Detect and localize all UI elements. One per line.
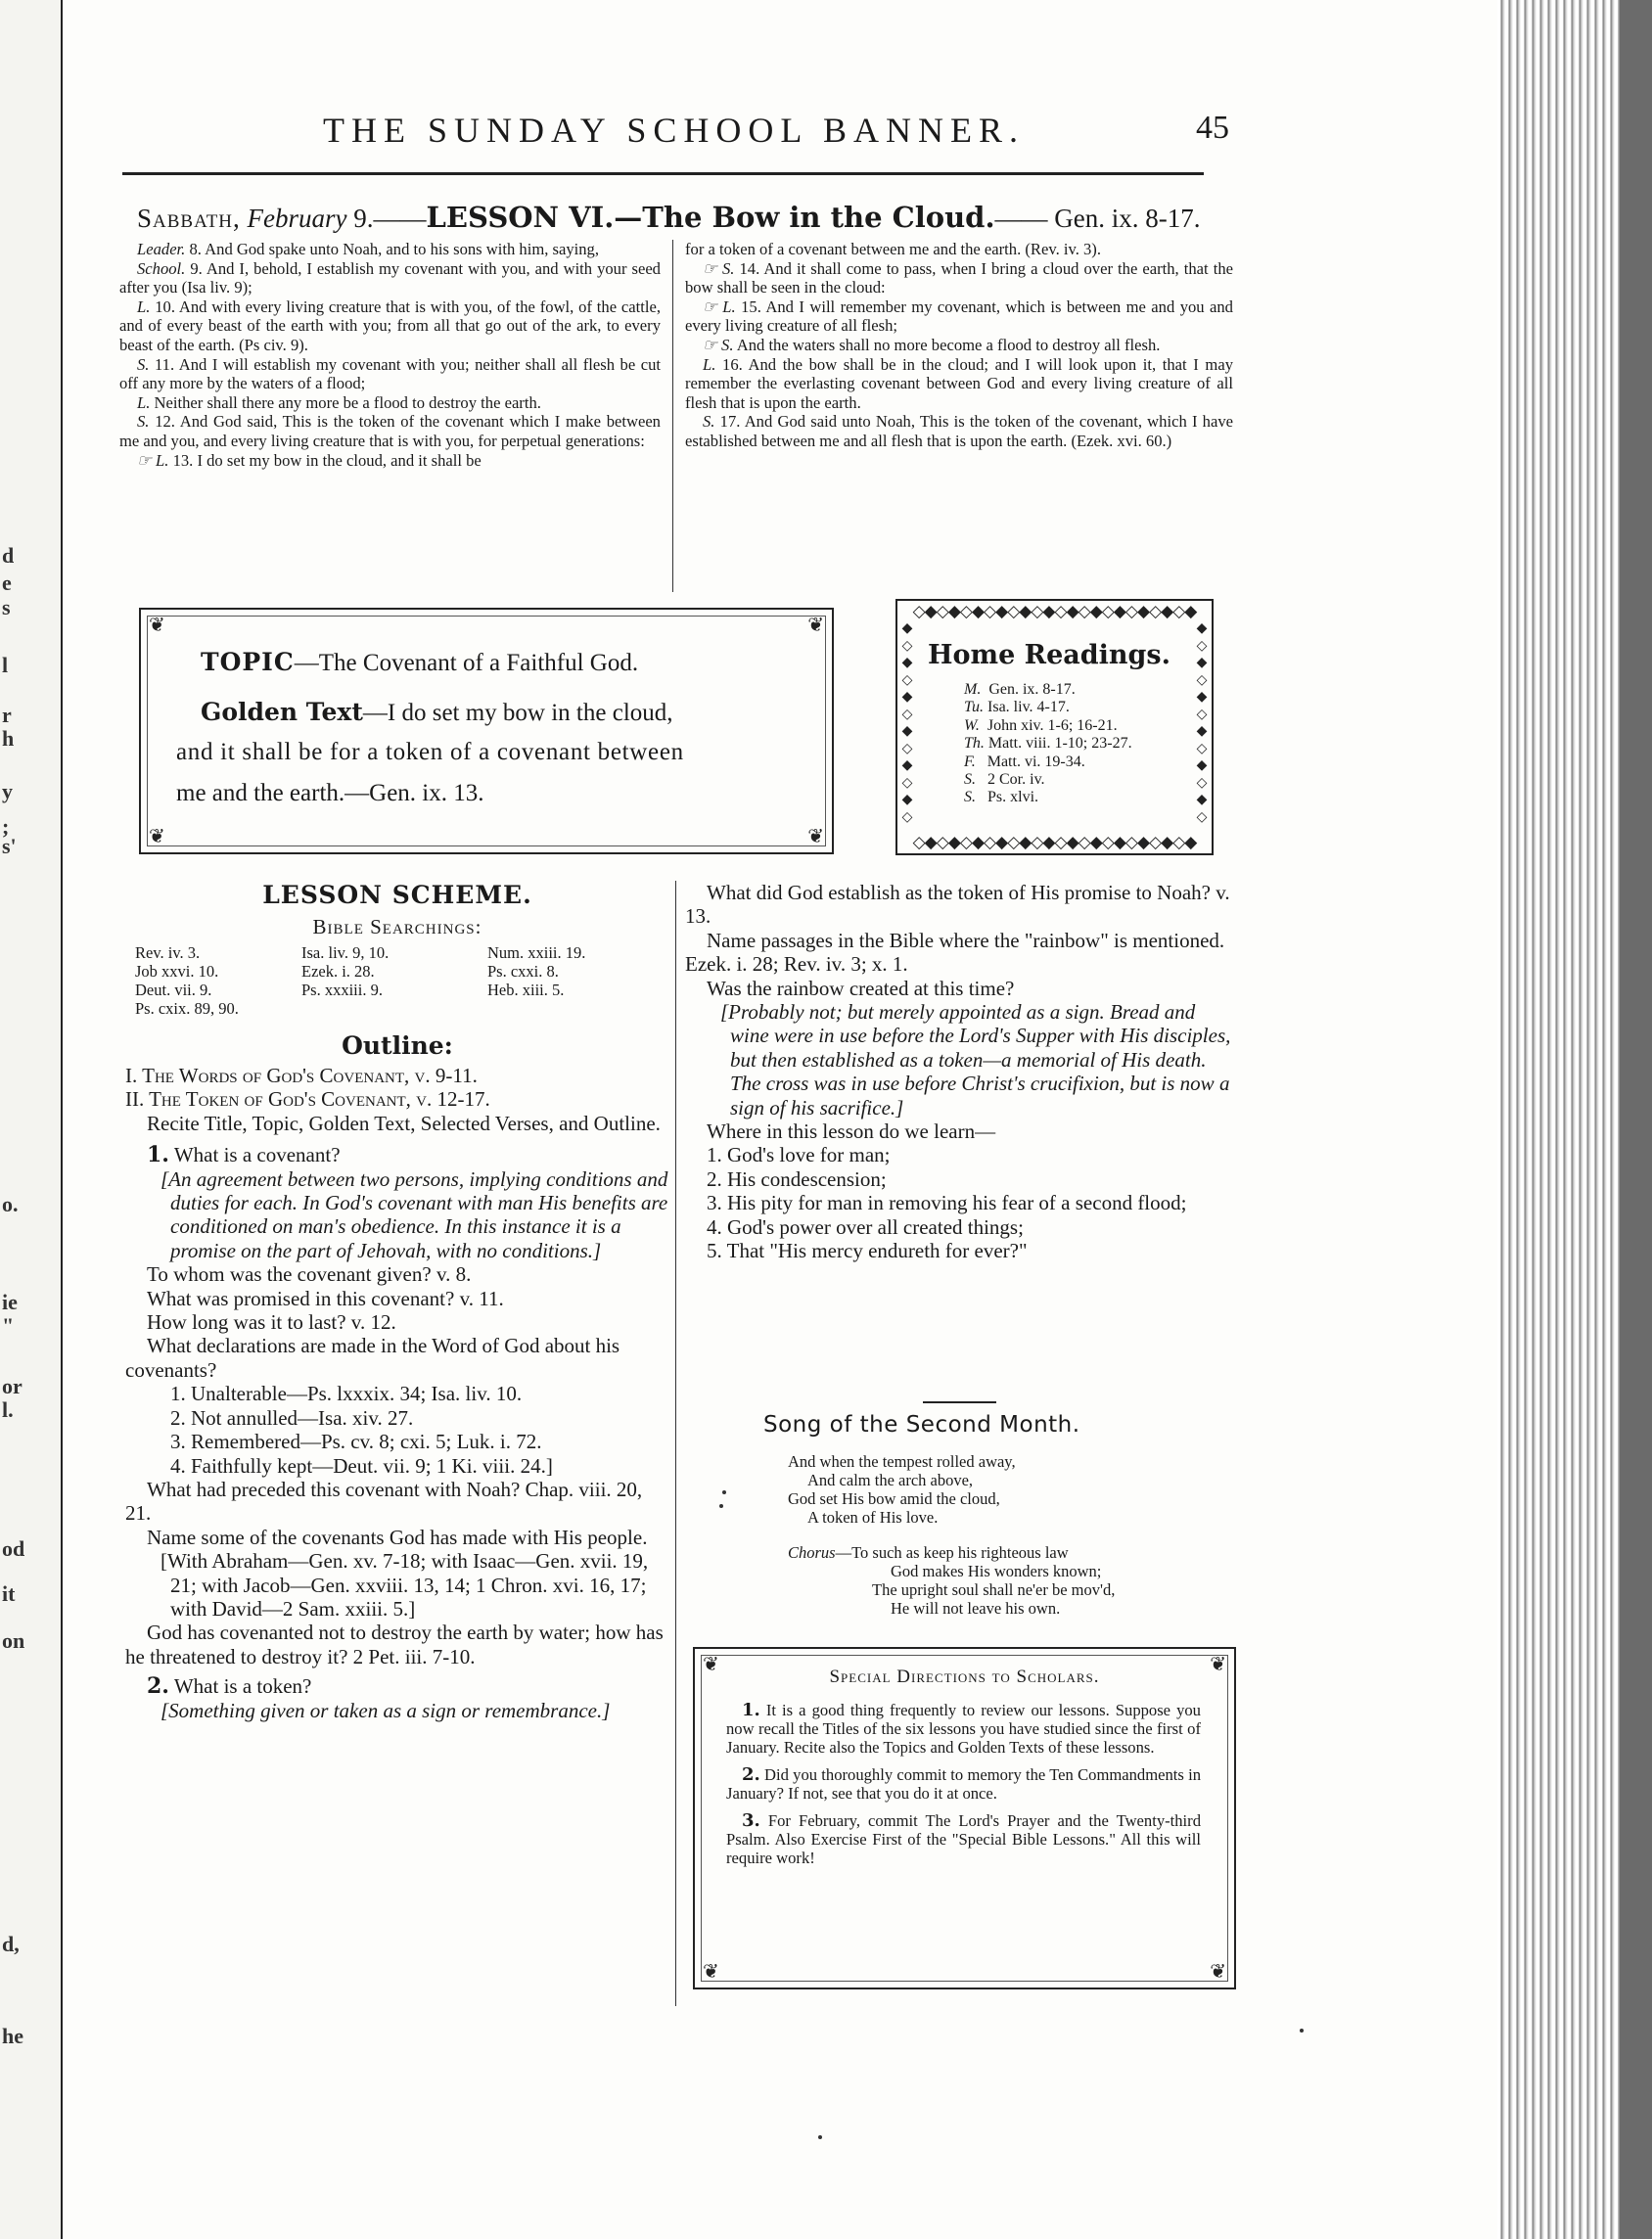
verse-role: S. xyxy=(703,412,715,432)
corner-ornament-icon: ❦ xyxy=(149,615,165,636)
diamond-border-icon: ◇◆◇◆◇◆◇◆◇◆◇◆◇◆◇◆◇◆◇◆◇◆◇◆ xyxy=(912,833,1197,851)
corner-ornament-icon: ❦ xyxy=(1210,1654,1226,1675)
question-number: 1. xyxy=(147,1142,169,1168)
page-number: 45 xyxy=(1196,110,1229,146)
bible-ref: Num. xxiii. 19. xyxy=(487,943,586,962)
scripture-left-column xyxy=(119,240,661,470)
verse-role: ☞ S. xyxy=(703,258,735,278)
verse xyxy=(685,336,1233,355)
bleed-text: e xyxy=(2,571,12,595)
question: God has covenanted not to destroy the earth by water; how has he threatened to destroy it? 2 Pet. iii. 7-10. xyxy=(125,1621,664,1668)
question-text: What is a covenant? xyxy=(173,1143,341,1167)
corner-ornament-icon: ❦ xyxy=(703,1654,719,1675)
answer: [With Abraham—Gen. xv. 7-18; with Isaac—Gen. xvii. 19, 21; with Jacob—Gen. xxviii. 13, 14; 1 Chron. xvi. 16, 17; with David—2 Sam. xxiii. 5.] xyxy=(161,1549,649,1621)
reading-ref: John xiv. 1-6; 16-21. xyxy=(987,717,1118,734)
learn-item: 1. God's love for man; xyxy=(707,1143,891,1167)
direction-number: 1. xyxy=(742,1700,760,1720)
direction-item xyxy=(726,1765,1201,1803)
print-speck xyxy=(818,2135,822,2139)
bible-ref: Ps. xxxiii. 9. xyxy=(301,981,383,999)
bible-searchings-title: Bible Searchings: xyxy=(312,915,482,938)
lesson-day-label: Sabbath, xyxy=(137,204,241,233)
answer: [Probably not; but merely appointed as a sign. Bread and wine were in use before the Lord's Supper with His disciples, but then established as a token—a memorial of His death. The cross was in use before Christ's crucifixion, but is now a sign of his sacrifice.] xyxy=(720,1000,1231,1120)
question: What was promised in this covenant? v. 11. xyxy=(147,1286,504,1310)
bible-ref: Job xxvi. 10. xyxy=(135,962,219,981)
direction-text: It is a good thing frequently to review our lessons. Suppose you now recall the Titles of the six lessons you have studied since the first of January. Recite also the Topics and Golden Texts of these lessons. xyxy=(726,1701,1201,1757)
lesson-heading xyxy=(137,201,1201,234)
bible-ref: Isa. liv. 9, 10. xyxy=(301,943,390,962)
learn-item: 4. God's power over all created things; xyxy=(707,1214,1024,1239)
verse-role: L. xyxy=(137,392,151,412)
reading-row xyxy=(964,771,1045,789)
dash: —— xyxy=(994,204,1048,233)
reading-row xyxy=(964,789,1038,806)
direction-text: For February, commit The Lord's Prayer and the Twenty-third Psalm. Also Exercise First of the "Special Bible Lessons." All this will require work! xyxy=(726,1811,1201,1867)
question-number: 2. xyxy=(147,1673,169,1700)
special-directions-title: Special Directions to Scholars. xyxy=(829,1667,1100,1687)
reading-day: M. xyxy=(964,681,982,698)
reading-row xyxy=(964,699,1070,716)
bible-ref: Deut. vii. 9. xyxy=(135,981,212,999)
verse xyxy=(119,412,661,450)
home-readings-title: Home Readings. xyxy=(928,640,1171,670)
bleed-text: l xyxy=(2,653,9,677)
bleed-text: ie xyxy=(2,1290,18,1314)
reading-row xyxy=(964,735,1132,753)
bleed-text: y xyxy=(2,779,13,803)
chorus-line: He will not leave his own. xyxy=(891,1599,1061,1618)
corner-ornament-icon: ❦ xyxy=(703,1961,719,1983)
bleed-text: " xyxy=(2,1313,15,1338)
song-rule xyxy=(923,1401,996,1403)
direction-item xyxy=(726,1701,1201,1757)
topic-line xyxy=(201,648,638,677)
question: What had preceded this covenant with Noah? Chap. viii. 20, 21. xyxy=(125,1477,643,1526)
question xyxy=(125,1674,669,1698)
verse-role: L. xyxy=(137,297,151,316)
verse xyxy=(685,412,1233,450)
verse-text: 12. And God said, This is the token of the covenant which I make between me and you, and every living creature that is with you, for perpetual generations: xyxy=(119,412,661,450)
column-rule xyxy=(672,240,673,592)
running-head: THE SUNDAY SCHOOL BANNER. xyxy=(323,111,1026,150)
golden-text-label: Golden Text xyxy=(201,698,363,726)
lesson-reference: Gen. ix. 8-17. xyxy=(1054,204,1201,233)
question: Where in this lesson do we learn— xyxy=(707,1120,996,1144)
learn-item: 5. That "His mercy endureth for ever?" xyxy=(707,1239,1028,1263)
bible-ref: Ps. cxix. 89, 90. xyxy=(135,999,239,1018)
question: What declarations are made in the Word of God about his covenants? xyxy=(125,1334,620,1382)
reading-ref: Gen. ix. 8-17. xyxy=(988,681,1076,698)
verse-role: Leader. xyxy=(137,240,186,258)
bleed-text: d xyxy=(2,543,15,568)
chorus-line: —To such as keep his righteous law xyxy=(835,1543,1069,1562)
bleed-text: on xyxy=(2,1628,25,1653)
bible-ref: Ezek. i. 28. xyxy=(301,962,375,981)
reading-row xyxy=(964,681,1076,699)
declaration: 4. Faithfully kept—Deut. vii. 9; 1 Ki. viii. 24.] xyxy=(170,1453,553,1478)
reading-ref: 2 Cor. iv. xyxy=(987,771,1045,788)
scripture-right-column xyxy=(685,240,1233,451)
verse xyxy=(119,393,661,413)
bible-searchings-grid xyxy=(135,943,669,1018)
song-title: Song of the Second Month. xyxy=(763,1412,1080,1438)
question: Name some of the covenants God has made with His people. xyxy=(147,1525,648,1549)
verse-role: S. xyxy=(137,412,150,432)
chorus-line: The upright soul shall ne'er be mov'd, xyxy=(872,1580,1116,1599)
reading-row xyxy=(964,717,1118,735)
corner-ornament-icon: ❦ xyxy=(1210,1961,1226,1983)
bleed-text: s xyxy=(2,595,11,619)
header-rule xyxy=(122,172,1204,175)
bible-ref xyxy=(487,999,654,1018)
chorus-line: God makes His wonders known; xyxy=(891,1562,1102,1580)
golden-text-line: me and the earth.—Gen. ix. 13. xyxy=(176,780,484,806)
song-line: God set His bow amid the cloud, xyxy=(788,1489,1000,1508)
verse-role: School. xyxy=(137,258,186,278)
song-line: A token of His love. xyxy=(807,1508,939,1527)
song-line: And calm the arch above, xyxy=(807,1471,974,1489)
bleed-text: d, xyxy=(2,1932,20,1956)
question: Name passages in the Bible where the "rainbow" is mentioned. Ezek. i. 28; Rev. iv. 3; x. 1. xyxy=(685,928,1225,977)
verse-text: 16. And the bow shall be in the cloud; and I will look upon it, that I may remember the everlasting covenant between God and every living creature of all flesh that is upon the earth. xyxy=(685,354,1233,412)
lesson-scheme-title: LESSON SCHEME. xyxy=(262,881,532,909)
bleed-text: r xyxy=(2,703,12,727)
question: Was the rainbow created at this time? xyxy=(707,976,1015,1000)
diamond-border-icon: ◆ ◇ ◆ ◇ ◆ ◇ ◆ ◇ ◆ ◇ ◆ ◇ xyxy=(1196,621,1208,825)
reading-day: Th. xyxy=(964,735,985,752)
lesson-title: LESSON VI.—The Bow in the Cloud. xyxy=(426,201,995,234)
verse xyxy=(119,451,661,471)
verse-text: Neither shall there any more be a flood to destroy the earth. xyxy=(154,392,541,412)
outline-item: I. The Words of God's Covenant, v. 9-11. xyxy=(125,1064,478,1087)
verse-role: ☞ L. xyxy=(703,297,736,316)
reading-ref: Isa. liv. 4-17. xyxy=(987,699,1070,715)
golden-text-line: —I do set my bow in the cloud, xyxy=(362,700,673,726)
question: What did God establish as the token of His promise to Noah? v. 13. xyxy=(685,881,1230,929)
answer: [An agreement between two persons, implying conditions and duties for each. In God's covenant with man His benefits are conditioned on man's obedience. In this instance it is a promise on the part of Jehovah, with no conditions.] xyxy=(161,1166,668,1262)
verse xyxy=(685,240,1233,259)
print-speck xyxy=(719,1504,723,1508)
reading-ref: Matt. vi. 19-34. xyxy=(987,754,1085,770)
bleed-text: it xyxy=(2,1581,16,1606)
verse-text: 13. I do set my bow in the cloud, and it shall be xyxy=(172,450,482,470)
direction-number: 3. xyxy=(742,1810,760,1831)
declaration: 3. Remembered—Ps. cv. 8; cxi. 5; Luk. i. 72. xyxy=(170,1430,542,1454)
lesson-scheme-column xyxy=(125,881,669,1722)
bleed-text: or xyxy=(2,1374,23,1398)
recite-instruction: Recite Title, Topic, Golden Text, Selected Verses, and Outline. xyxy=(147,1111,661,1135)
outline-title: Outline: xyxy=(342,1031,453,1060)
learn-item: 2. His condescension; xyxy=(707,1166,887,1191)
topic-text: —The Covenant of a Faithful God. xyxy=(294,650,639,676)
lesson-day: 9. xyxy=(353,204,374,233)
reading-day: Tu. xyxy=(964,699,985,715)
corner-ornament-icon: ❦ xyxy=(149,826,165,847)
question xyxy=(125,1143,669,1166)
verse-text: 15. And I will remember my covenant, which is between me and you and every living creature of all flesh; xyxy=(685,297,1233,336)
golden-text-line: and it shall be for a token of a covenant between xyxy=(176,739,684,765)
bible-ref: Ps. cxxi. 8. xyxy=(487,962,559,981)
verse-role: S. xyxy=(137,354,150,374)
reading-ref: Matt. viii. 1-10; 23-27. xyxy=(987,735,1132,752)
verse xyxy=(119,259,661,297)
question-text: What is a token? xyxy=(173,1674,312,1699)
print-speck xyxy=(722,1490,726,1494)
bible-ref: Rev. iv. 3. xyxy=(135,943,201,962)
reading-day: S. xyxy=(964,771,976,788)
bleed-text: he xyxy=(2,2024,23,2048)
corner-ornament-icon: ❦ xyxy=(807,615,824,636)
bleed-text: h xyxy=(2,726,15,751)
verse-text: 14. And it shall come to pass, when I bring a cloud over the earth, that the bow shall be seen in the cloud: xyxy=(685,258,1233,297)
verse xyxy=(119,240,661,259)
bleed-text: o. xyxy=(2,1192,19,1216)
corner-ornament-icon: ❦ xyxy=(807,826,824,847)
diamond-border-icon: ◇◆◇◆◇◆◇◆◇◆◇◆◇◆◇◆◇◆◇◆◇◆◇◆ xyxy=(912,602,1197,620)
verse-text: And the waters shall no more become a flood to destroy all flesh. xyxy=(736,335,1161,354)
bleed-text: s' xyxy=(2,834,17,858)
verse xyxy=(685,355,1233,413)
song-line: And when the tempest rolled away, xyxy=(788,1452,1016,1471)
column-rule xyxy=(675,881,676,2006)
golden-text xyxy=(201,698,673,727)
topic-label: TOPIC xyxy=(201,648,295,676)
topic-box xyxy=(139,608,834,854)
book-cover-edge xyxy=(1620,0,1652,2239)
verse-text: 17. And God said unto Noah, This is the token of the covenant, which I have established between me and all flesh that is upon the earth. (Ezek. xvi. 60.) xyxy=(685,412,1233,450)
reading-day: S. xyxy=(964,789,976,805)
verse-text: 11. And I will establish my covenant with you; neither shall all flesh be cut off any more by the waters of a flood; xyxy=(119,354,662,393)
question: To whom was the covenant given? v. 8. xyxy=(147,1262,472,1287)
verse xyxy=(119,355,661,393)
song-chorus xyxy=(788,1543,1069,1562)
reading-row xyxy=(964,754,1085,771)
dash: —— xyxy=(373,204,427,233)
questions-right-column xyxy=(685,881,1238,1263)
direction-text: Did you thoroughly commit to memory the Ten Commandments in January? If not, see that you do it at once. xyxy=(726,1765,1202,1803)
bleed-text: od xyxy=(2,1536,25,1561)
special-directions-body xyxy=(726,1701,1201,1876)
print-speck xyxy=(1300,2029,1304,2033)
question: How long was it to last? v. 12. xyxy=(147,1310,396,1335)
diamond-border-icon: ◆ ◇ ◆ ◇ ◆ ◇ ◆ ◇ ◆ ◇ ◆ ◇ xyxy=(901,621,913,825)
verse xyxy=(685,259,1233,297)
left-page-edge xyxy=(0,0,63,2239)
bible-ref: Heb. xiii. 5. xyxy=(487,981,565,999)
verse-text: 10. And with every living creature that is with you, of the fowl, of the cattle, and of every beast of the earth with you; from all that go out of the ark, to every beast of the earth. (Ps civ. 9). xyxy=(119,297,661,354)
verse-role: ☞ S. xyxy=(703,335,734,354)
bleed-text: l. xyxy=(2,1397,14,1422)
direction-number: 2. xyxy=(742,1764,760,1785)
chorus-label: Chorus xyxy=(788,1543,836,1562)
learn-item: 3. His pity for man in removing his fear of a second flood; xyxy=(707,1191,1187,1215)
declaration: 2. Not annulled—Isa. xiv. 27. xyxy=(170,1405,414,1430)
outline-item: II. The Token of God's Covenant, v. 12-17. xyxy=(125,1087,490,1112)
verse-role: ☞ L. xyxy=(137,450,169,470)
declaration: 1. Unalterable—Ps. lxxxix. 34; Isa. liv. 10. xyxy=(170,1382,523,1406)
bleed-text: ; xyxy=(2,814,10,839)
bible-ref xyxy=(301,999,487,1018)
reading-ref: Ps. xlvi. xyxy=(987,789,1039,805)
verse-role: L. xyxy=(703,354,716,374)
verse-text: for a token of a covenant between me and the earth. (Rev. iv. 3). xyxy=(685,240,1101,258)
direction-item xyxy=(726,1811,1201,1867)
lesson-date: February xyxy=(247,204,347,233)
reading-day: F. xyxy=(964,754,976,770)
verse xyxy=(119,297,661,355)
answer: [Something given or taken as a sign or remembrance.] xyxy=(161,1698,611,1722)
verse xyxy=(685,297,1233,336)
verse-text: 8. And God spake unto Noah, and to his sons with him, saying, xyxy=(189,240,599,258)
verse-text: 9. And I, behold, I establish my covenant with you, and with your seed after you (Isa liv. 9); xyxy=(119,258,661,297)
reading-day: W. xyxy=(964,717,980,734)
